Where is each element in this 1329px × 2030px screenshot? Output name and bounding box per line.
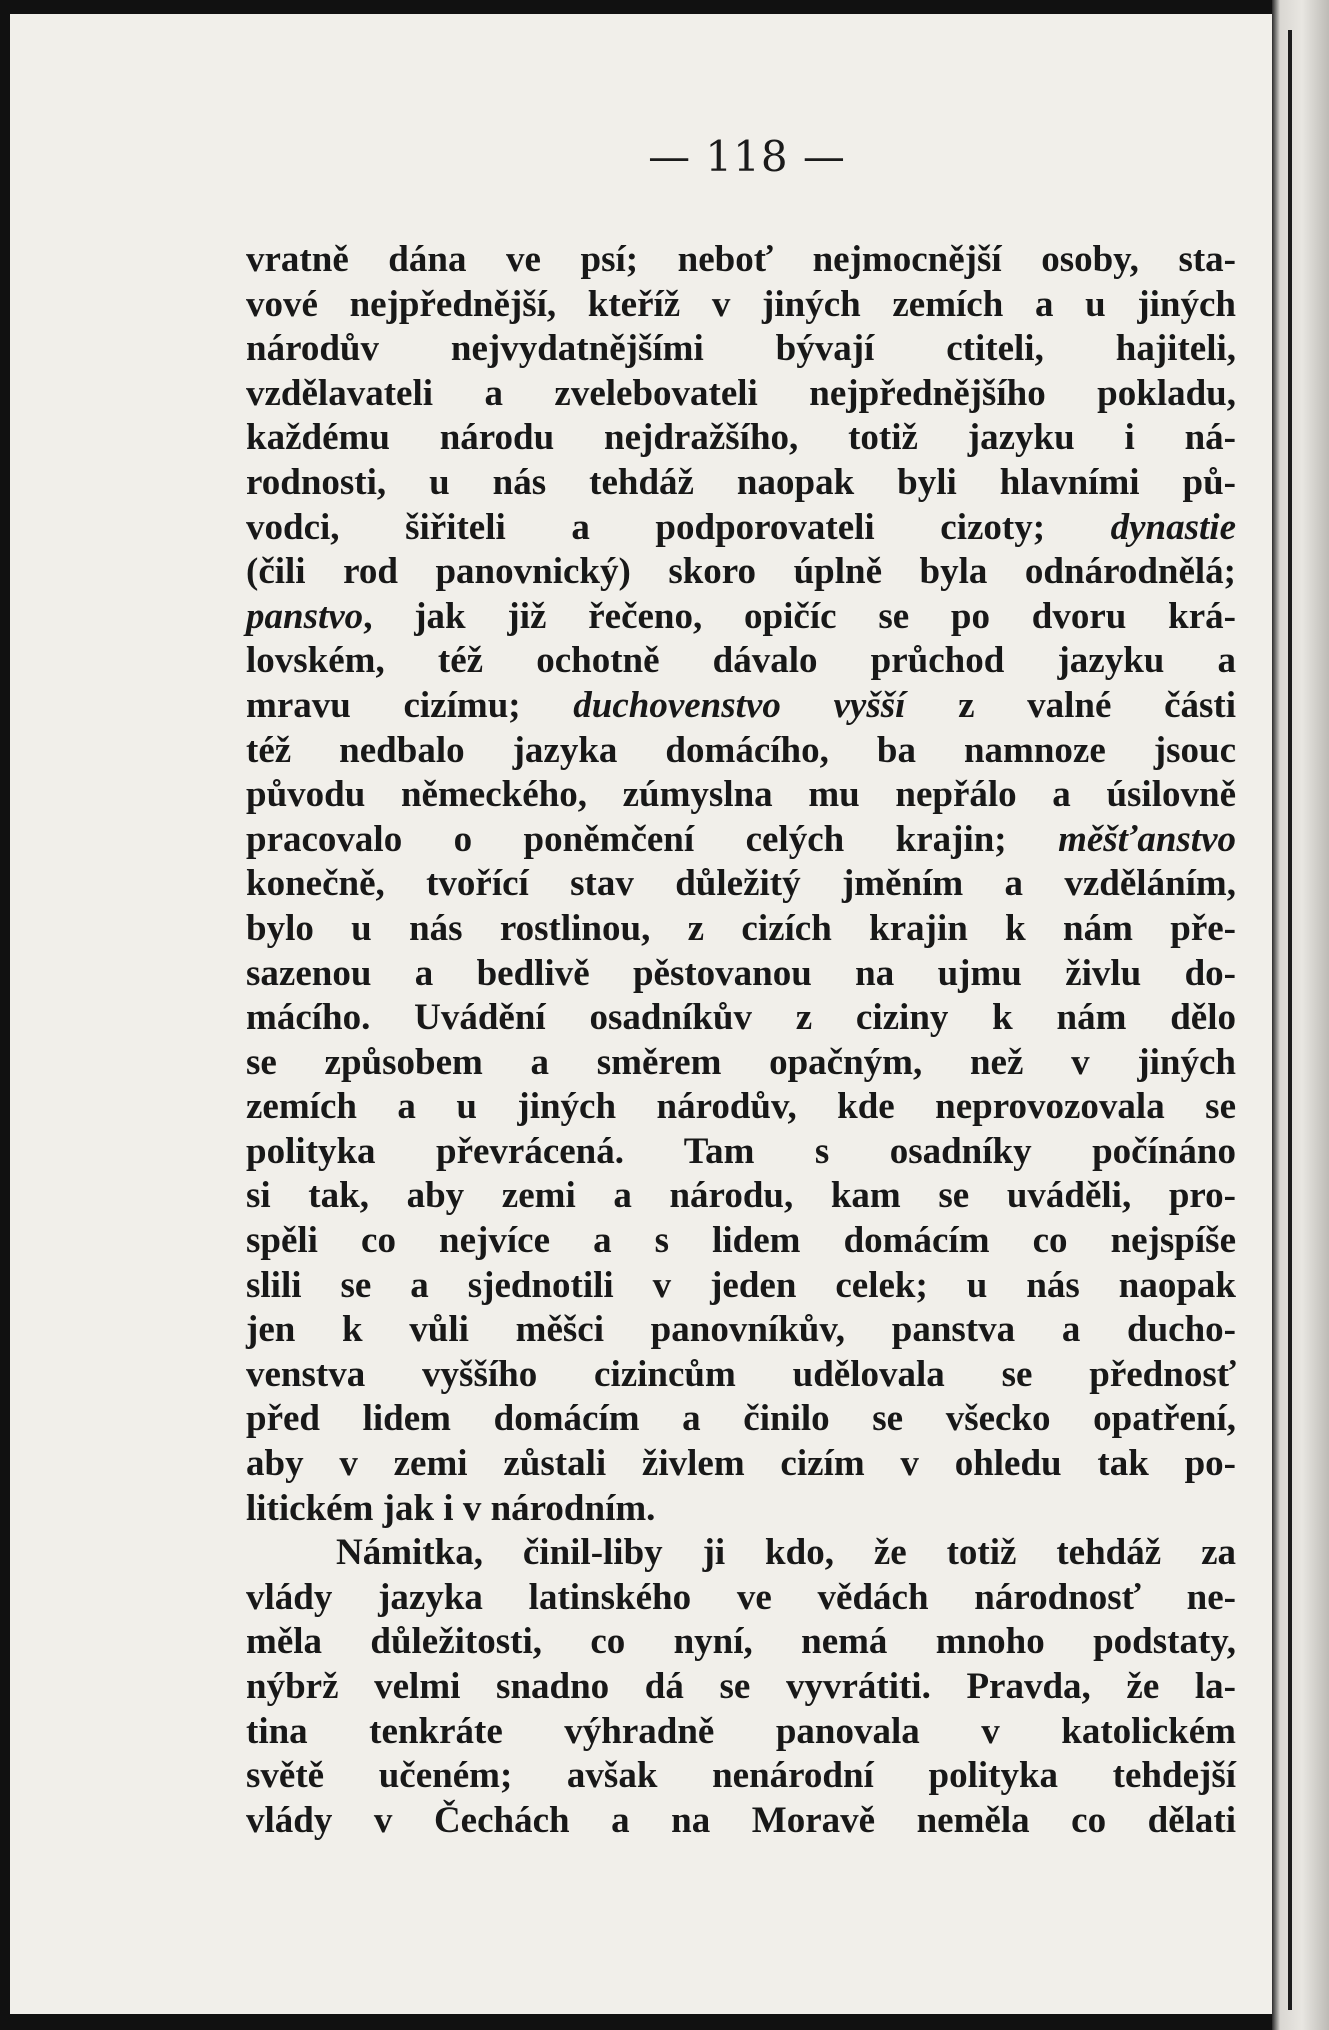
body-text — [246, 238, 1236, 1843]
next-page-edge — [1272, 0, 1329, 2030]
text-line: sazenou a bedlivě pěstovanou na ujmu živlu do- — [246, 952, 1236, 994]
text-line — [246, 506, 1236, 551]
text-line: konečně, tvořící stav důležitý jměním a vzděláním, — [246, 863, 1236, 905]
text-line: vlády v Čechách a na Moravě neměla co dělati — [246, 1799, 1236, 1841]
text-line: spěli co nejvíce a s lidem domácím co nejspíše — [246, 1220, 1236, 1262]
text-run: z valné části — [905, 684, 1236, 726]
book-page — [10, 14, 1272, 2014]
emphasis-dynastie: dynastie — [1110, 506, 1236, 548]
text-line: měla důležitosti, co nyní, nemá mnoho podstaty, — [246, 1621, 1236, 1663]
text-line: zemích a u jiných národův, kde neprovozovala se — [246, 1086, 1236, 1128]
text-line: nýbrž velmi snadno dá se vyvrátiti. Pravda, že la- — [246, 1666, 1236, 1707]
text-line: bylo u nás rostlinou, z cizích krajin k nám pře- — [246, 907, 1236, 949]
text-line: venstva vyššího cizincům udělovala se přednosť — [246, 1353, 1236, 1395]
text-line: vratně dána ve psí; neboť nejmocnější osoby, sta- — [246, 239, 1236, 280]
text-line: mácího. Uvádění osadníkův z ciziny k nám dělo — [246, 997, 1236, 1039]
text-line: lovském, též ochotně dávalo průchod jazyku a — [246, 640, 1236, 682]
text-line: se způsobem a směrem opačným, než v jiných — [246, 1041, 1236, 1083]
text-run: vodci, šiřiteli a podporovateli cizoty; — [246, 506, 1111, 548]
text-line — [246, 818, 1236, 863]
text-line: též nedbalo jazyka domácího, ba namnoze jsouc — [246, 729, 1236, 771]
emphasis-mestanstvo: měšťanstvo — [1058, 818, 1236, 860]
emphasis-duchovenstvo: duchovenstvo vyšší — [573, 684, 906, 726]
text-line: slili se a sjednotili v jeden celek; u nás naopak — [246, 1264, 1236, 1306]
text-line: vové nejpřednější, kteříž v jiných zemích a u jiných — [246, 283, 1236, 325]
text-line: vlády jazyka latinského ve vědách národnosť ne- — [246, 1576, 1236, 1618]
text-line: litickém jak i v národním. — [246, 1487, 656, 1529]
page-number: — 118 — — [648, 132, 846, 181]
text-line: polityka převrácená. Tam s osadníky počínáno — [246, 1130, 1236, 1172]
text-line: vzdělavateli a zvelebovateli nejpřednějšího pokladu, — [246, 372, 1236, 414]
text-line: světě učeném; avšak nenárodní polityka tehdejší — [246, 1755, 1236, 1797]
text-line: původu německého, zúmyslna mu nepřálo a úsilovně — [246, 774, 1236, 816]
text-line — [246, 595, 1236, 640]
text-line: před lidem domácím a činilo se všecko opatření, — [246, 1398, 1236, 1440]
page-edge-shadow — [1288, 30, 1292, 2010]
text-line: Námitka, činil-liby ji kdo, že totiž tehdáž za — [336, 1532, 1236, 1574]
text-line: národův nejvydatnějšími bývají ctiteli, hajiteli, — [246, 328, 1236, 370]
emphasis-panstvo: panstvo — [246, 595, 364, 637]
text-line: jen k vůli měšci panovníkův, panstva a ducho- — [246, 1309, 1236, 1351]
text-run: pracovalo o poněmčení celých krajin; — [246, 818, 1059, 860]
text-line: (čili rod panovnický) skoro úplně byla odnárodnělá; — [246, 551, 1236, 593]
text-line: aby v zemi zůstali živlem cizím v ohledu tak po- — [246, 1443, 1236, 1485]
text-run: mravu cizímu; — [246, 684, 574, 726]
text-line — [246, 684, 1236, 729]
text-line: každému národu nejdražšího, totiž jazyku i ná- — [246, 417, 1236, 459]
text-run: , jak již řečeno, opičíc se po dvoru krá- — [363, 595, 1236, 637]
text-line: si tak, aby zemi a národu, kam se uváděli, pro- — [246, 1175, 1236, 1217]
text-line: rodnosti, u nás tehdáž naopak byli hlavními pů- — [246, 461, 1236, 503]
text-line: tina tenkráte výhradně panovala v katolickém — [246, 1710, 1236, 1752]
